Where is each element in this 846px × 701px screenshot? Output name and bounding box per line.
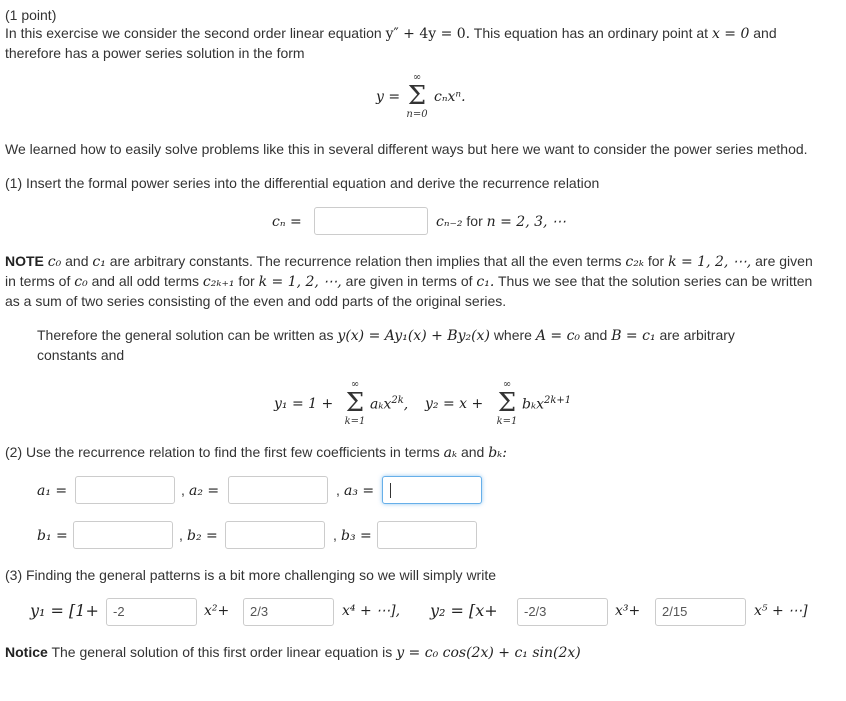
learned-text: We learned how to easily solve problems like this in several different ways but here we want to consider the power series method.	[5, 141, 808, 157]
part1-prompt: (1) Insert the formal power series into the differential equation and derive the recurrence relation	[5, 175, 600, 191]
p3-y1-lhs: y₁ = [1+	[30, 601, 99, 620]
note-label: NOTE	[5, 253, 44, 269]
a2-sep: ,	[181, 482, 185, 498]
ordinary-point: x = 0	[711, 26, 750, 42]
y2-coef-x3-input[interactable]: -2/3	[517, 598, 608, 626]
b2-input[interactable]	[225, 521, 325, 549]
intro-text-b: This equation has an ordinary point at	[473, 25, 709, 41]
general-line-2: constants and	[37, 347, 125, 363]
b1-input[interactable]	[73, 521, 173, 549]
p3-y2-lhs: y₂ = [x+	[430, 601, 498, 620]
cn-label: cₙ =	[272, 214, 302, 230]
b3-sep: ,	[333, 527, 337, 543]
sum-lower: n=0	[406, 109, 428, 120]
y1-sum-symbol: Σ	[345, 388, 365, 418]
sum-upper: ∞	[412, 72, 422, 83]
a1-label: a₁ =	[37, 483, 68, 499]
cn-after	[436, 213, 566, 230]
general-line-1: Therefore the general solution can be written as y(x) = Ay₁(x) + By₂(x) where A = c₀ and B = c₁ are arbitrary	[37, 327, 735, 344]
notice-label: Notice	[5, 644, 48, 660]
text-caret	[390, 483, 391, 498]
b2-sep: ,	[179, 527, 183, 543]
y1-lhs: y₁ = 1 +	[274, 396, 334, 412]
a3-input[interactable]	[382, 476, 482, 504]
note-line-1: NOTE c₀ and c₁ are arbitrary constants. The recurrence relation then implies that all the even terms c₂ₖ for k = 1, 2, ⋯, are given	[5, 253, 813, 270]
intro-line-1	[5, 23, 777, 44]
n-range: n = 2, 3, ⋯	[486, 214, 566, 230]
y1-term: aₖx$^{2k}$,	[370, 395, 409, 413]
p3-x5: x⁵ + ⋯]	[754, 603, 808, 619]
intro-text-c: and	[753, 25, 777, 41]
series-lhs: y =	[376, 89, 401, 105]
for-text: for	[466, 213, 483, 229]
b3-label: b₃ =	[341, 528, 372, 544]
a1-input[interactable]	[75, 476, 175, 504]
series-sum	[402, 73, 432, 121]
y1-coef-x4-input[interactable]: 2/3	[243, 598, 334, 626]
cn-input[interactable]	[314, 207, 428, 235]
intro-line-2: therefore has a power series solution in the form	[5, 45, 305, 61]
notice-equation: y = c₀ cos(2x) + c₁ sin(2x)	[396, 645, 581, 661]
b2-label: b₂ =	[187, 528, 218, 544]
p3-x2: x²+	[204, 603, 230, 619]
p3-x3: x³+	[615, 603, 641, 619]
points-label: (1 point)	[5, 7, 57, 23]
general-solution-eq: y(x) = Ay₁(x) + By₂(x)	[337, 328, 490, 344]
note-line-2: in terms of c₀ and all odd terms c₂ₖ₊₁ for k = 1, 2, ⋯, are given in terms of c₁. Thus we see that the solution series can be written	[5, 273, 813, 290]
y2-sum: ∞ Σ k=1	[492, 380, 522, 428]
y2-lhs: y₂ = x +	[425, 396, 484, 412]
intro-text-a: In this exercise we consider the second order linear equation	[5, 25, 382, 41]
y2-term: bₖx$^{2k+1}$	[522, 395, 572, 413]
y2-sum-symbol: Σ	[497, 388, 517, 418]
part3-prompt: (3) Finding the general patterns is a bit more challenging so we will simply write	[5, 567, 496, 583]
b1-label: b₁ =	[37, 528, 68, 544]
note-line-3: as a sum of two series consisting of the even and odd parts of the original series.	[5, 293, 507, 309]
ode-equation: y″ + 4y = 0.	[385, 26, 471, 42]
y2-coef-x5-input[interactable]: 2/15	[655, 598, 746, 626]
notice-line: Notice The general solution of this first order linear equation is y = c₀ cos(2x) + c₁ sin(2x)	[5, 644, 581, 661]
a2-input[interactable]	[228, 476, 328, 504]
a3-label: a₃ =	[344, 483, 375, 499]
sum-symbol: Σ	[407, 81, 427, 111]
cn-minus-2: cₙ₋₂	[436, 214, 463, 230]
series-term: cₙxⁿ.	[434, 89, 466, 105]
p3-x4: x⁴ + ⋯],	[342, 603, 401, 619]
part2-prompt: (2) Use the recurrence relation to find the first few coefficients in terms aₖ and bₖ:	[5, 444, 507, 461]
y1-sum: ∞ Σ k=1	[340, 380, 370, 428]
a3-sep: ,	[336, 482, 340, 498]
y1-coef-x2-input[interactable]: -2	[106, 598, 197, 626]
a2-label: a₂ =	[189, 483, 220, 499]
b3-input[interactable]	[377, 521, 477, 549]
